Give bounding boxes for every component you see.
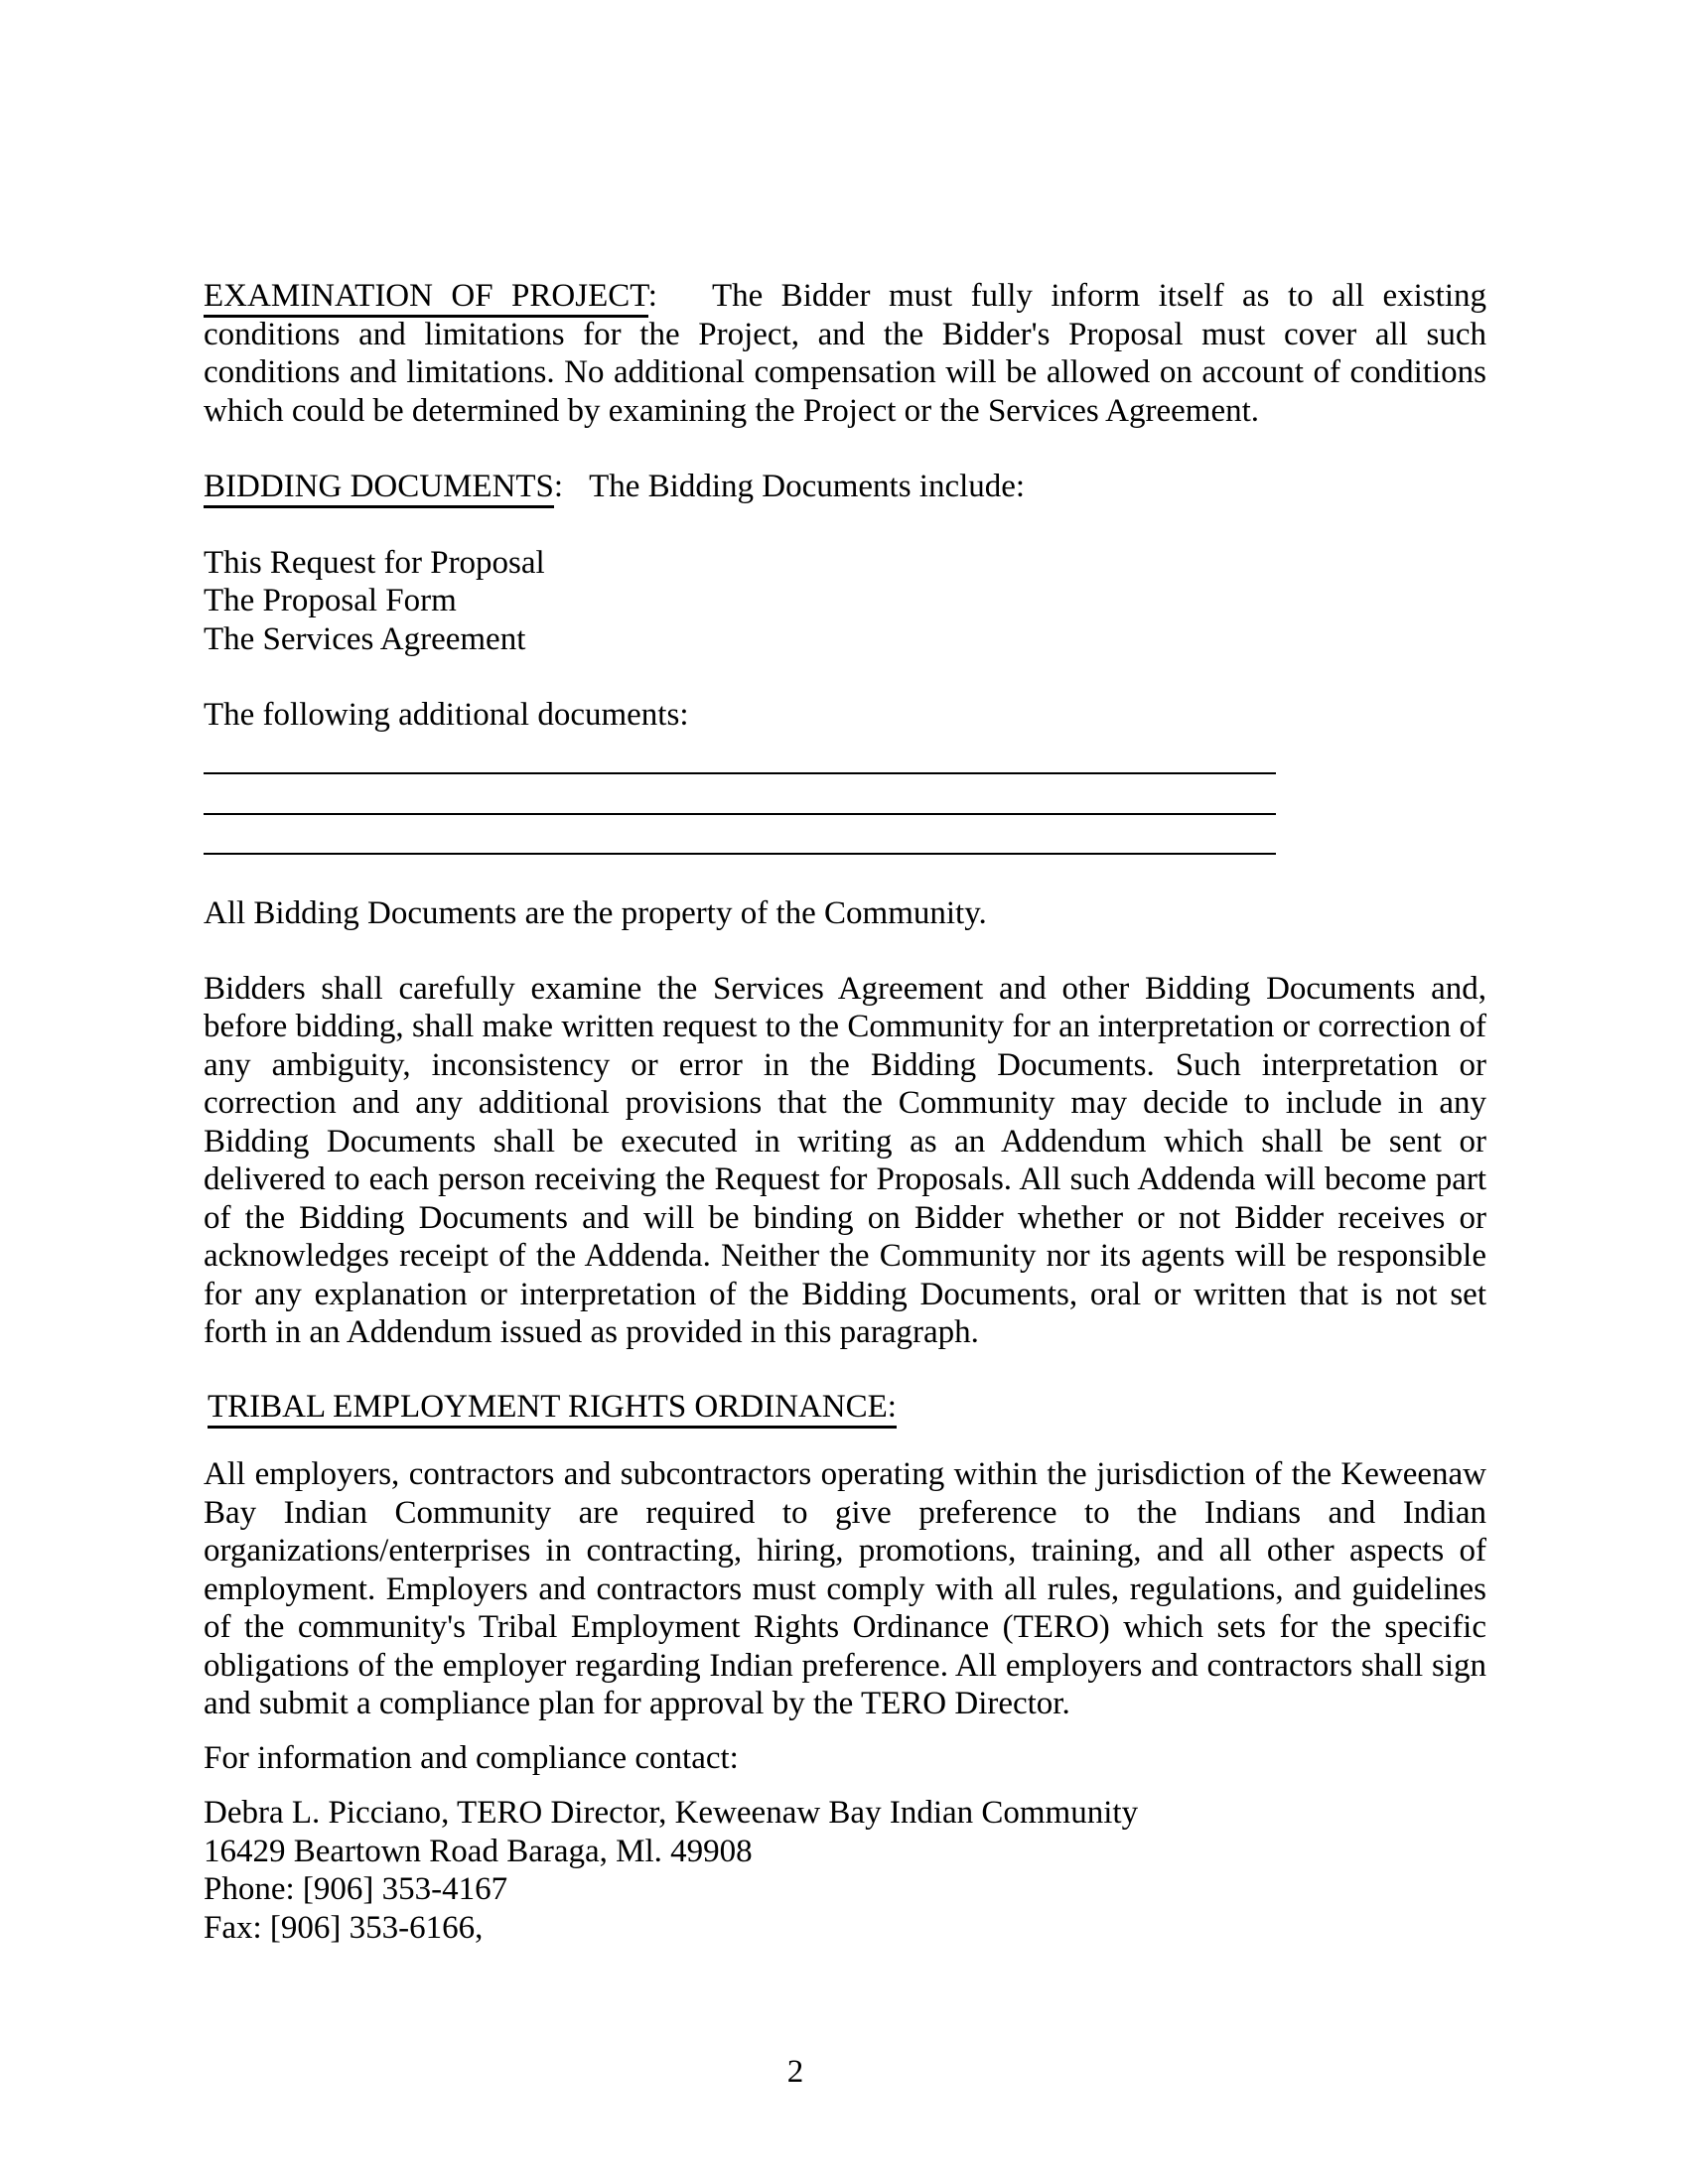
contact-intro: For information and compliance contact: [204,1739,739,1776]
bidding-documents-intro: The Bidding Documents include: [589,469,1026,504]
blank-line [204,735,1276,775]
contact-block [204,1794,1486,1947]
bidding-documents-colon: : [553,469,564,504]
list-item: The Services Agreement [204,620,526,657]
bidding-documents-line [204,468,1486,506]
page-number: 2 [786,2054,804,2090]
contact-line: Fax: [906] 353-6166, [204,1909,484,1946]
bidding-documents-list [204,544,1486,659]
contact-line: Phone: [906] 353-4167 [204,1871,508,1907]
bidders-examine-paragraph: Bidders shall carefully examine the Services Agreement and other Bidding Documents and, before bidding, shall make written request to the Community for an interpretation or correction of any ambiguity, inconsistency or error in the Bidding Documents. Such interpretation or correction and any additional provisions that the Community may decide to include in any Bidding Documents shall be executed in writing as an Addendum which shall be sent or delivered to each person receiving the Request for Proposals. All such Addenda will become part of the Bidding Documents and will be binding on Bidder whether or not Bidder receives or acknowledges receipt of the Addenda. Neither the Community nor its agents will be responsible for any explanation or interpretation of the Bidding Documents, oral or written that is not set forth in an Addendum issued as provided in this paragraph. [204,970,1486,1350]
list-item: The Proposal Form [204,583,457,618]
additional-documents-label: The following additional documents: [204,697,689,733]
tero-paragraph: All employers, contractors and subcontractors operating within the jurisdiction of the Keweenaw Bay Indian Community are required to give preference to the Indians and Indian organizations/enterprises in contracting, hiring, promotions, training, and all other aspects of employment. Employers and contractors must comply with all rules, regulations, and guidelines of the community's Tribal Employment Rights Ordinance (TERO) which sets for the specific obligations of the employer regarding Indian preference. All employers and contractors shall sign and submit a compliance plan for approval by the TERO Director. [204,1456,1486,1721]
examination-heading-colon: : [647,278,657,314]
blank-line [204,815,1276,856]
list-item: This Request for Proposal [204,544,545,581]
contact-line: 16429 Beartown Road Baraga, Ml. 49908 [204,1833,753,1869]
tero-heading-line [204,1388,1486,1427]
property-note: All Bidding Documents are the property of the Community. [204,895,987,931]
fill-in-lines [204,735,1486,856]
contact-line: Debra L. Picciano, TERO Director, Keweenaw Bay Indian Community [204,1795,1139,1831]
examination-paragraph [204,277,1486,430]
blank-line [204,774,1276,815]
examination-heading: EXAMINATION OF PROJECT [204,278,648,318]
tero-heading: TRIBAL EMPLOYMENT RIGHTS ORDINANCE: [208,1389,897,1429]
examination-body: The Bidder must fully inform itself as to all existing conditions and limitations for the Project, and the Bidder's Proposal must cover all such conditions and limitations. No additional compensation will be allowed on account of conditions which could be determined by examining the Project or the Services Agreement. [204,278,1486,429]
bidding-documents-heading: BIDDING DOCUMENTS [204,469,554,508]
